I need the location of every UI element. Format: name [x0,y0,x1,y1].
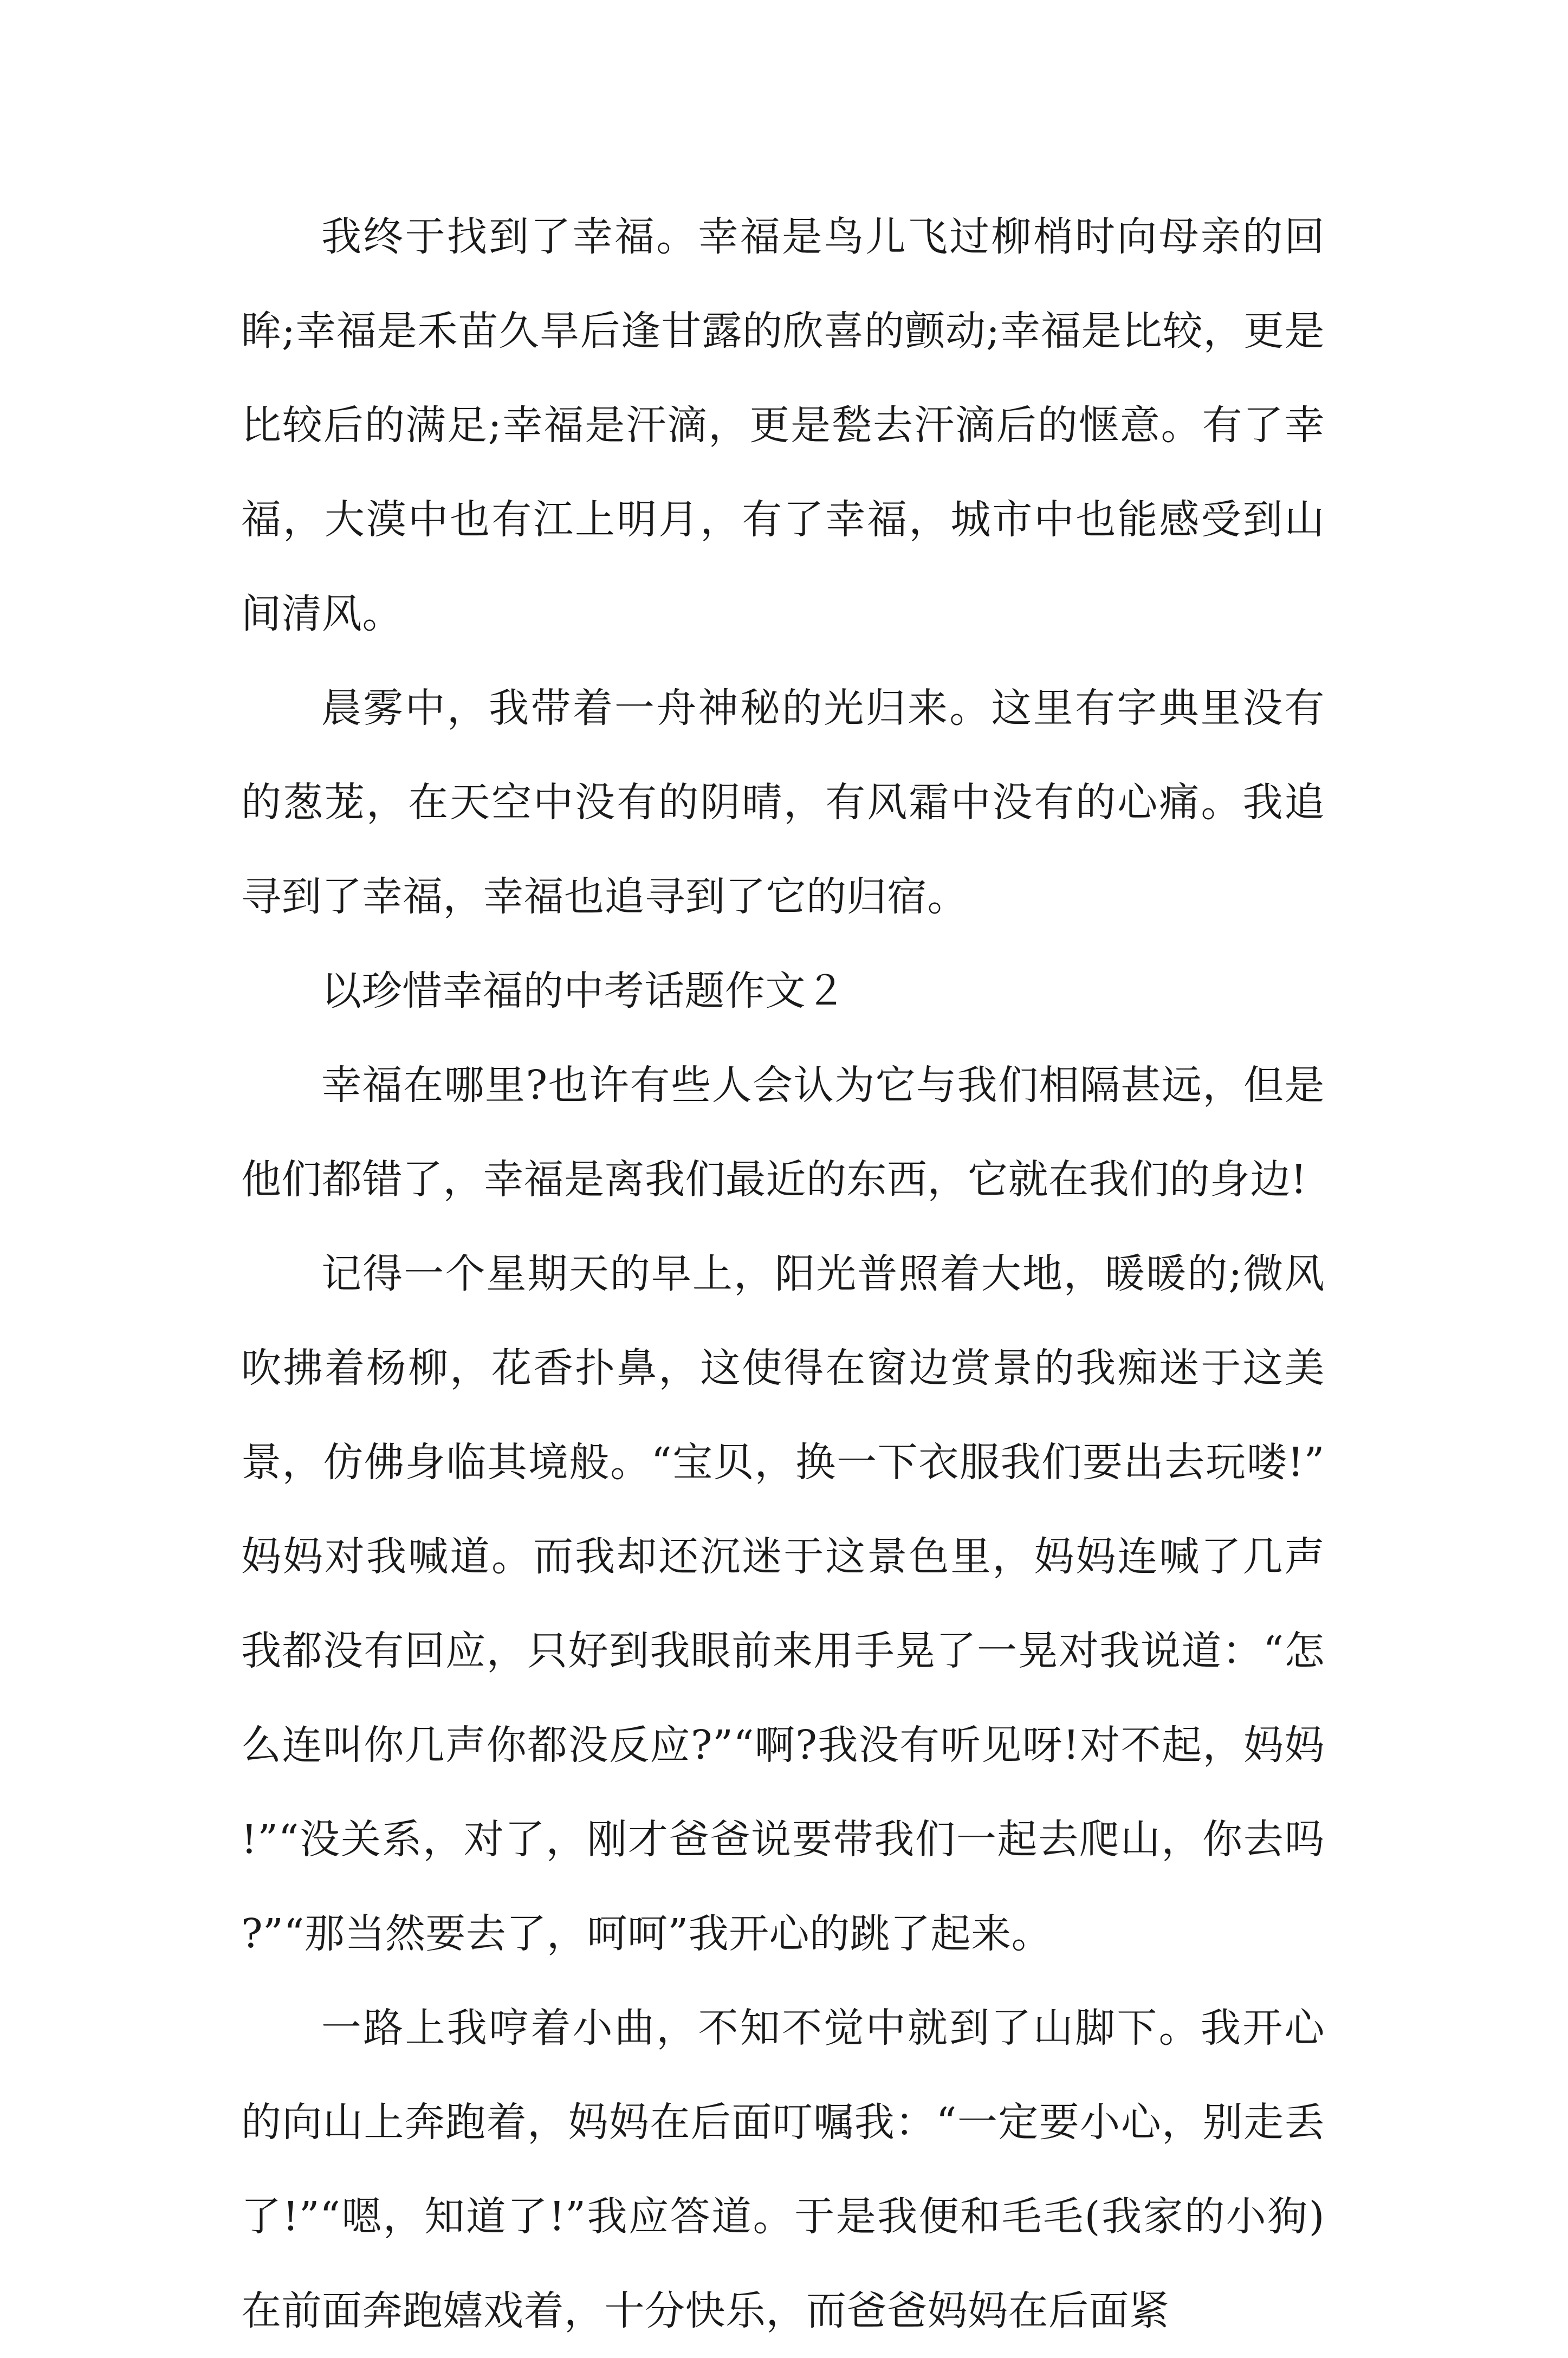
essay-heading: 以珍惜幸福的中考话题作文２ [321,968,846,1014]
paragraph-2: 晨雾中，我带着一舟神秘的光归来。这里有字典里没有的葱茏，在天空中没有的阴晴，有风霜中没有的心痛。我追寻到了幸福，幸福也追寻到了它的归宿。 [241,685,1325,920]
paragraph-1: 我终于找到了幸福。幸福是鸟儿飞过柳梢时向母亲的回眸;幸福是禾苗久旱后逢甘露的欣喜的颤动;幸福是比较，更是比较后的满足;幸福是汗滴，更是甃去汗滴后的惬意。有了幸福，大漠中也有江上明月，有了幸福，城市中也能感受到山间清风。 [241,213,1325,637]
paragraph-4: 记得一个星期天的早上，阳光普照着大地，暖暖的;微风吹拂着杨柳，花香扑鼻，这使得在窗边赏景的我痴迷于这美景，仿佛身临其境般。“宝贝，换一下衣服我们要出去玩喽!”妈妈对我喊道。而我却还沉迷于这景色里，妈妈连喊了几声我都没有回应，只好到我眼前来用手晃了一晃对我说道：“怎么连叫你几声你都没反应?”“啊?我没有听见呀!对不起，妈妈!”“没关系，对了，刚才爸爸说要带我们一起去爬山，你去吗?”“那当然要去了，呵呵”我开心的跳了起来。 [241,1251,1325,1957]
essay-text [241,190,1325,2358]
paragraph-5: 一路上我哼着小曲，不知不觉中就到了山脚下。我开心的向山上奔跑着，妈妈在后面叮嘱我：“一定要小心，别走丢了!”“嗯，知道了!”我应答道。于是我便和毛毛(我家的小狗)在前面奔跑嬉戏着，十分快乐，而爸爸妈妈在后面紧 [241,2005,1325,2334]
paragraph-3: 幸福在哪里?也许有些人会认为它与我们相隔甚远，但是他们都错了，幸福是离我们最近的东西，它就在我们的身边! [241,1062,1325,1203]
